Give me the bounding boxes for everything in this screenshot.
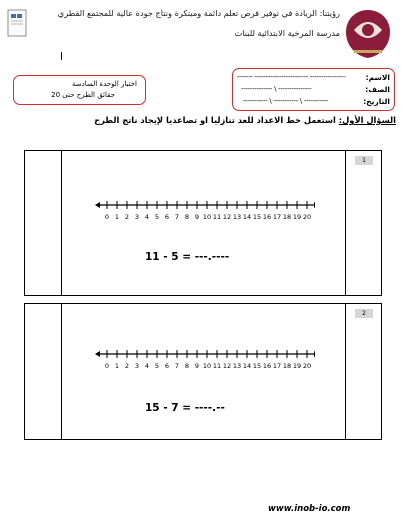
- tick-label: 10: [202, 362, 212, 370]
- number-line-1[interactable]: [95, 197, 315, 225]
- box-right-column-divider: [345, 151, 346, 295]
- date-label: التاريخ:: [363, 97, 390, 106]
- tick-label: 16: [262, 213, 272, 221]
- ministry-logo: [340, 6, 396, 62]
- tick-label: 20: [302, 362, 312, 370]
- problem-number-badge: 1: [355, 156, 373, 165]
- arrow-right-icon: [314, 202, 315, 208]
- question-prefix: السؤال الأول:: [338, 115, 396, 125]
- tick-label: 14: [242, 213, 252, 221]
- tick-label: 12: [222, 213, 232, 221]
- tick-label: 2: [124, 362, 130, 370]
- tick-label: 11: [212, 213, 222, 221]
- tick-label: 4: [144, 362, 150, 370]
- tick-label: 13: [232, 362, 242, 370]
- tick-label: 1: [114, 213, 120, 221]
- tick-label: 8: [184, 362, 190, 370]
- tick-label: 19: [292, 362, 302, 370]
- tick-label: 6: [164, 213, 170, 221]
- tick-label: 14: [242, 362, 252, 370]
- box-right-column-divider: [345, 304, 346, 439]
- question-title: [70, 115, 396, 125]
- class-field[interactable]: -------------- \ ---------------: [241, 85, 312, 93]
- arrow-left-icon: [95, 351, 100, 357]
- box-left-column-divider: [61, 304, 62, 439]
- tick-label: 13: [232, 213, 242, 221]
- footer-website[interactable]: www.inob-io.com: [268, 504, 351, 514]
- problem-box-1: [24, 150, 382, 296]
- tick-label: 10: [202, 213, 212, 221]
- tick-label: 5: [154, 213, 160, 221]
- vision-statement: رؤيتنا: الريادة في توفير فرص تعلم دائمة ومبتكرة ونتاج جودة عالية للمجتمع القطري: [57, 8, 340, 18]
- equation-2[interactable]: 15 - 7 = ----.--: [145, 402, 225, 414]
- tick-label: 8: [184, 213, 190, 221]
- problem-number-badge: 2: [355, 309, 373, 318]
- tick-label: 17: [272, 213, 282, 221]
- name-field[interactable]: ------- ------------------------ ----------------: [237, 73, 346, 81]
- text-cursor: [61, 52, 62, 60]
- name-label: الاسم:: [365, 73, 390, 82]
- tick-label: 20: [302, 213, 312, 221]
- tick-label: 7: [174, 213, 180, 221]
- tick-label: 3: [134, 362, 140, 370]
- box-left-column-divider: [61, 151, 62, 295]
- tick-label: 9: [194, 213, 200, 221]
- tick-label: 12: [222, 362, 232, 370]
- tick-label: 9: [194, 362, 200, 370]
- equation-1[interactable]: 11 - 5 = ---.----: [145, 251, 230, 263]
- tick-label: 17: [272, 362, 282, 370]
- exam-topic-label: حقائق الطرح حتى 20: [51, 91, 115, 99]
- tick-label: 4: [144, 213, 150, 221]
- date-field[interactable]: ----------- \ ----------- \ -----------: [243, 97, 329, 105]
- class-label: الصف:: [365, 85, 390, 94]
- tick-label: 0: [104, 362, 110, 370]
- tick-label: 1: [114, 362, 120, 370]
- tick-label: 7: [174, 362, 180, 370]
- arrow-right-icon: [314, 351, 315, 357]
- document-icon: [6, 8, 28, 38]
- student-info-box: [232, 68, 395, 111]
- tick-label: 2: [124, 213, 130, 221]
- number-line-2[interactable]: [95, 346, 315, 374]
- tick-label: 15: [252, 362, 262, 370]
- school-name: مدرسة المرخية الابتدائية للبنات: [234, 28, 340, 38]
- tick-label: 16: [262, 362, 272, 370]
- tick-label: 3: [134, 213, 140, 221]
- exam-title-box: [13, 75, 146, 105]
- exam-unit-label: اختبار الوحدة السادسة: [71, 80, 137, 88]
- tick-label: 0: [104, 213, 110, 221]
- tick-label: 11: [212, 362, 222, 370]
- arrow-left-icon: [95, 202, 100, 208]
- problem-box-2: [24, 303, 382, 440]
- tick-label: 18: [282, 213, 292, 221]
- tick-label: 18: [282, 362, 292, 370]
- tick-label: 15: [252, 213, 262, 221]
- tick-label: 19: [292, 213, 302, 221]
- tick-label: 5: [154, 362, 160, 370]
- question-text: استعمل خط الاعداد للعد تنازليا او تصاعديا لإيجاد ناتج الطرح: [94, 115, 339, 125]
- tick-label: 6: [164, 362, 170, 370]
